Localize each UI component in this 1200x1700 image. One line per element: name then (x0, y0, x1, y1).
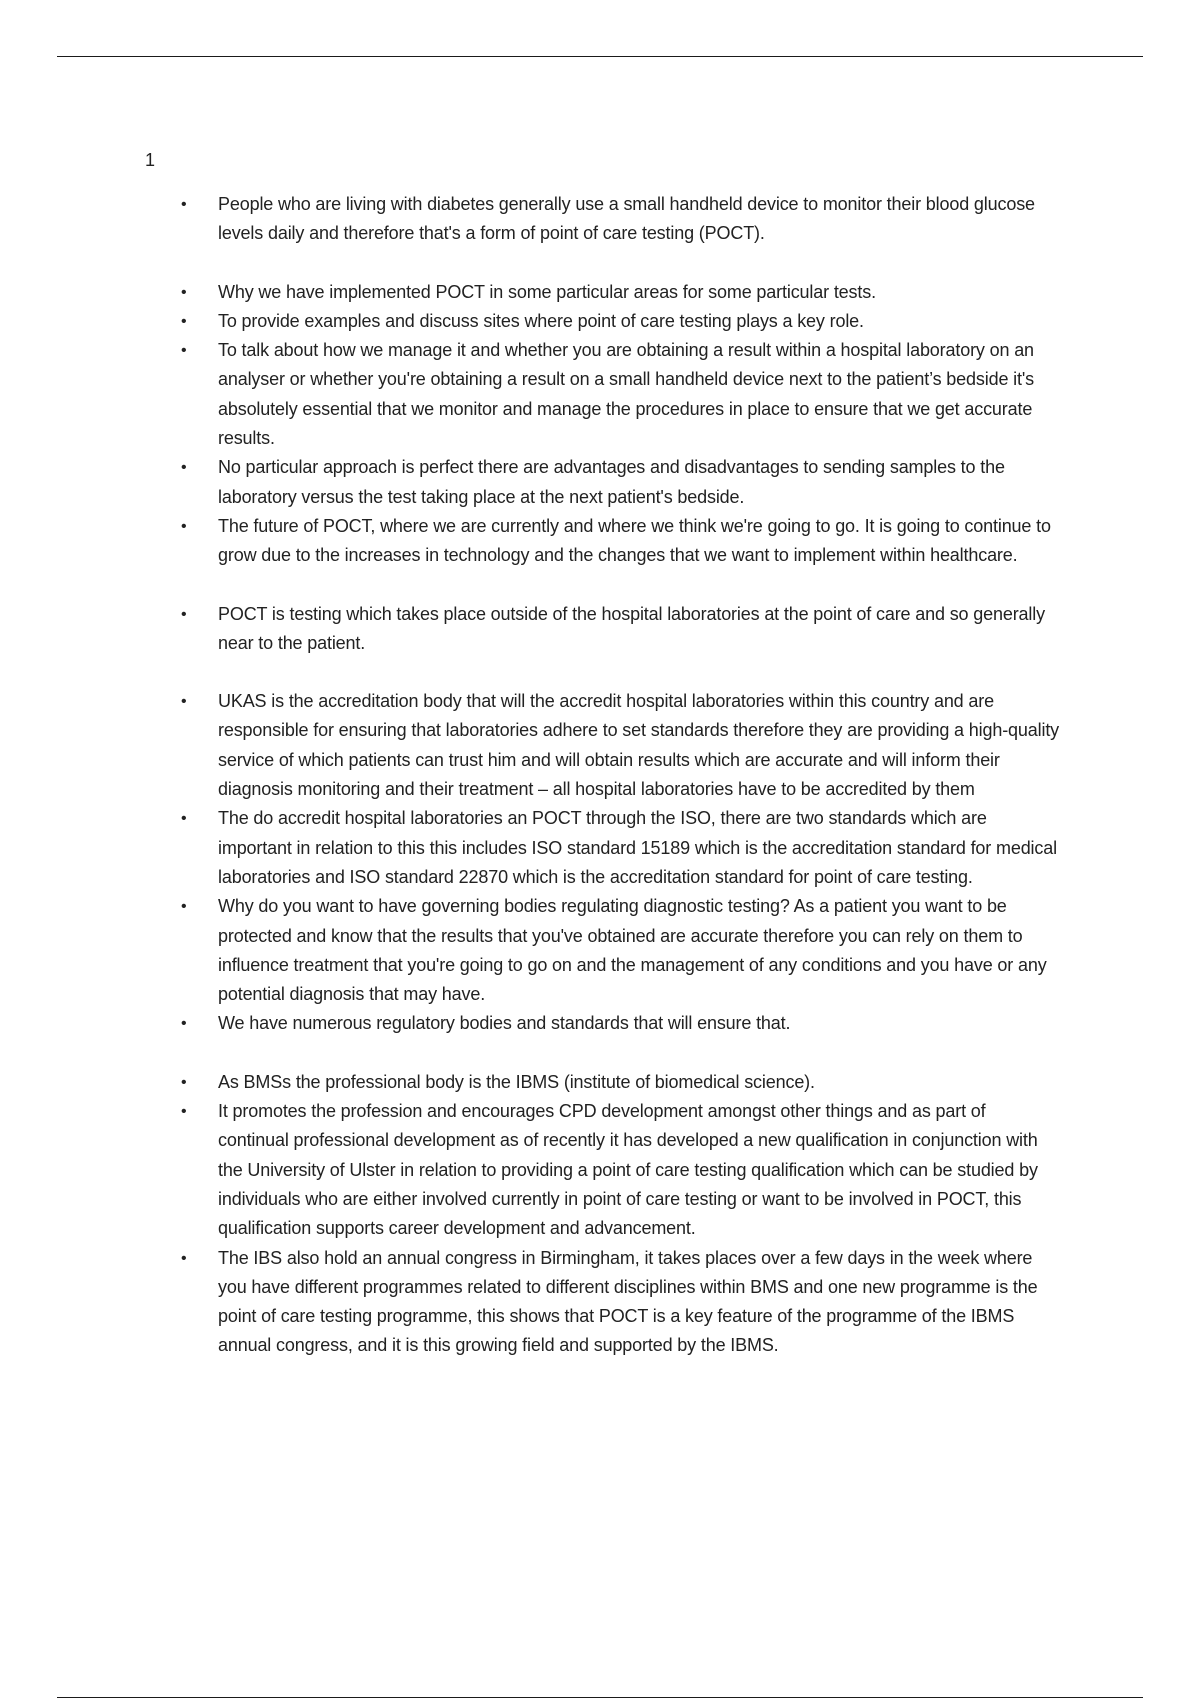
list-item (0, 892, 1200, 1009)
bullet-icon: • (181, 459, 187, 477)
header-rule (57, 56, 1143, 57)
list-item (0, 453, 1200, 512)
bullet-list (0, 190, 1200, 1361)
bullet-icon: • (181, 283, 187, 301)
list-item (0, 1068, 1200, 1097)
list-item (0, 512, 1200, 571)
bullet-icon: • (181, 693, 187, 711)
bullet-icon: • (181, 517, 187, 535)
bullet-icon: • (181, 1073, 187, 1091)
list-item (0, 190, 1200, 249)
list-item-text: Why we have implemented POCT in some particular areas for some particular tests. (218, 281, 876, 302)
bullet-group-2 (0, 278, 1200, 571)
list-item-text: It promotes the profession and encourages CPD development amongst other things and as part of continual professional development as of recently it has developed a new qualification in conjunction with the University of Ulster in relation to providing a point of care testing qualification which can be studied by individuals who are either involved currently in point of care testing or want to be involved in POCT, this qualification supports career development and advancement. (218, 1101, 1038, 1239)
bullet-icon: • (181, 312, 187, 330)
bullet-icon: • (181, 898, 187, 916)
bullet-group-5 (0, 1068, 1200, 1361)
list-item-text: As BMSs the professional body is the IBMS (institute of biomedical science). (218, 1071, 815, 1092)
bullet-group-3 (0, 600, 1200, 659)
list-item (0, 1009, 1200, 1038)
bullet-icon: • (181, 196, 187, 213)
list-item-text: Why do you want to have governing bodies regulating diagnostic testing? As a patient you want to be protected and know that the results that you've obtained are accurate therefore you can rely on them to influence treatment that you're going to go on and the management of any conditions and you have or any potential diagnosis that may have. (218, 896, 1047, 1005)
list-item (0, 336, 1200, 453)
list-item-text: The IBS also hold an annual congress in Birmingham, it takes places over a few days in the week where you have different programmes related to different disciplines within BMS and one new programme is the point of care testing programme, this shows that POCT is a key feature of the programme of the IBMS annual congress, and it is this growing field and supported by the IBMS. (218, 1247, 1038, 1356)
list-item (0, 1244, 1200, 1361)
bullet-icon: • (181, 1249, 187, 1267)
list-item-text: People who are living with diabetes generally use a small handheld device to monitor their blood glucose levels daily and therefore that's a form of point of care testing (POCT). (218, 194, 1035, 244)
list-item (0, 1097, 1200, 1243)
list-item-text: We have numerous regulatory bodies and standards that will ensure that. (218, 1013, 791, 1034)
list-item-text: UKAS is the accreditation body that will the accredit hospital laboratories within this country and are responsible for ensuring that laboratories adhere to set standards therefore they are providing a high-quality service of which patients can trust him and will obtain results which are accurate and will inform their diagnosis monitoring and their treatment – all hospital laboratories have to be accredited by them (218, 691, 1060, 800)
bullet-icon: • (181, 1103, 187, 1121)
list-item (0, 600, 1200, 659)
footer-rule (57, 1697, 1143, 1698)
list-item (0, 687, 1200, 804)
bullet-icon: • (181, 605, 187, 623)
bullet-group-4 (0, 687, 1200, 1039)
list-item-text: POCT is testing which takes place outside of the hospital laboratories at the point of care and so generally near to the patient. (218, 603, 1045, 653)
list-item-text: To provide examples and discuss sites where point of care testing plays a key role. (218, 310, 864, 331)
bullet-icon: • (181, 342, 187, 360)
list-item (0, 307, 1200, 336)
bullet-group-1 (0, 190, 1200, 249)
list-item-text: The future of POCT, where we are currently and where we think we're going to go. It is going to continue to grow due to the increases in technology and the changes that we want to implement within healthcare. (218, 515, 1051, 566)
page-number: 1 (145, 150, 156, 170)
list-item-text: No particular approach is perfect there are advantages and disadvantages to sending samples to the laboratory versus the test taking place at the next patient's bedside. (218, 457, 1005, 507)
bullet-icon: • (181, 810, 187, 828)
bullet-icon: • (181, 1015, 187, 1033)
list-item-text: To talk about how we manage it and whether you are obtaining a result within a hospital laboratory on an analyser or whether you're obtaining a result on a small handheld device next to the patient’s bedside it's absolutely essential that we monitor and manage the procedures in place to ensure that we get accurate results. (218, 340, 1035, 449)
list-item (0, 804, 1200, 892)
list-item (0, 278, 1200, 307)
list-item-text: The do accredit hospital laboratories an POCT through the ISO, there are two standards which are important in relation to this this includes ISO standard 15189 which is the accreditation standard for medical laboratories and ISO standard 22870 which is the accreditation standard for point of care testing. (218, 808, 1057, 887)
